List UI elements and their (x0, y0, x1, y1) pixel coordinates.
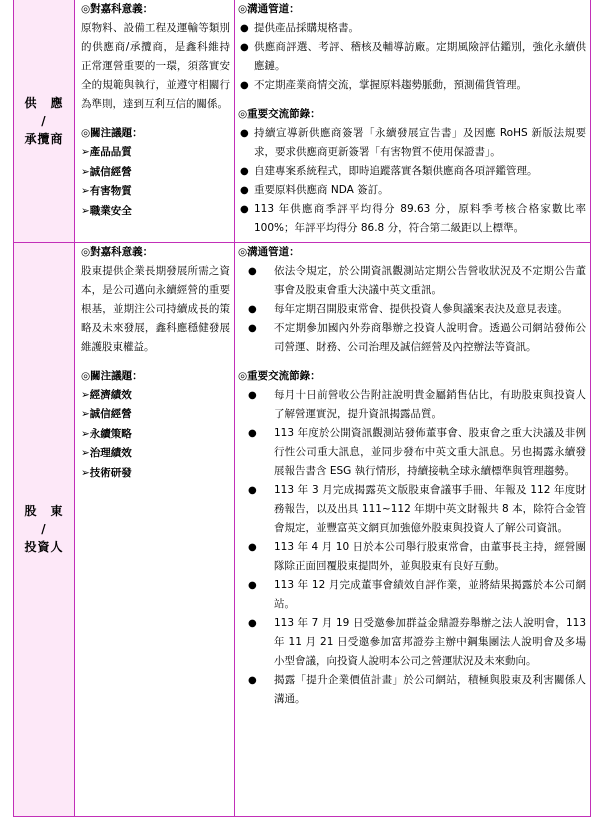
supplier-significance-cell (75, 0, 235, 242)
supplier-record-item (238, 162, 586, 181)
supplier-row (14, 0, 591, 242)
supplier-channel-item (238, 19, 586, 38)
supplier-channel-item (238, 38, 586, 76)
shareholder-row (14, 242, 591, 816)
supplier-channel-text: 供應商評選、考評、稽核及輔導訪廠。定期風險評估鑑別，強化永續供應鏈。 (254, 41, 586, 72)
supplier-channel-text: 不定期產業商情交流，掌握原料趨勢脈動，預測備貨管理。 (254, 79, 527, 91)
supplier-channels-list (238, 19, 586, 95)
shareholder-category-cell (14, 242, 75, 816)
shareholder-category-label (14, 502, 74, 556)
supplier-channels-heading: ◎溝通管道： (238, 3, 300, 15)
shareholder-channel-item (238, 300, 586, 319)
bullet-icon: ● (240, 128, 249, 139)
supplier-category-line-1: 供 應 (24, 95, 64, 110)
supplier-record-item (238, 200, 586, 238)
bullet-icon: ● (248, 322, 257, 334)
shareholder-records-heading: ◎重要交流節錄： (238, 369, 321, 382)
shareholder-record-item (238, 424, 586, 481)
bullet-icon: ● (240, 204, 249, 215)
shareholder-channel-item (238, 262, 586, 300)
shareholder-channel-text: 不定期參加國內外券商舉辦之投資人說明會。透過公司網站發佈公司營運、財務、公司治理及誠信經營及內控辦法等資訊。 (274, 321, 586, 353)
supplier-record-item (238, 181, 586, 200)
shareholder-record-item (238, 614, 586, 671)
shareholder-record-item (238, 538, 586, 576)
shareholder-record-text: 113 年度於公開資訊觀測站發佈董事會、股東會之重大決議及非例行性公司重大訊息，並同步發布中英文重大訊息。另也揭露永續發展報告書含 ESG 執行情形，持續接軌全球永續標準與管理趨勢。 (274, 426, 586, 477)
bullet-icon: ● (240, 185, 249, 196)
shareholder-channels-list (238, 262, 586, 357)
supplier-issue-item: ➢有害物質 (81, 185, 132, 197)
supplier-record-text: 重要原料供應商 NDA 簽訂。 (254, 184, 389, 196)
shareholder-significance-text: 股東提供企業長期發展所需之資本，是公司邁向永續經營的重要根基，並期注公司持續成長的策略及未來發展，鑫科應穩健發展維護股東權益。 (81, 264, 230, 353)
supplier-category-cell (14, 0, 75, 242)
shareholder-record-text: 113 年 4 月 10 日於本公司舉行股東常會，由董事長主持，經營團隊除正面回覆股東提問外，並與股東有良好互動。 (274, 540, 586, 572)
bullet-icon: ● (240, 80, 249, 91)
shareholder-category-line-3: 投資人 (24, 540, 64, 554)
supplier-category-line-3: 承攬商 (24, 131, 64, 146)
bullet-icon: ● (248, 265, 257, 277)
shareholder-issue-item: ➢技術研發 (81, 466, 132, 479)
bullet-icon: ● (248, 541, 257, 553)
shareholder-record-text: 每月十日前營收公告附註說明貴金屬銷售佔比，有助股東與投資人了解營運實況，提升資訊揭露品質。 (274, 388, 586, 420)
shareholder-channels-heading: ◎溝通管道： (238, 245, 300, 258)
supplier-record-item (238, 124, 586, 162)
shareholder-record-text: 113 年 3 月完成揭露英文版股東會議事手冊、年報及 112 年度財務報告，以及出具 111~112 年期中英文財報共 8 本，除符合金管會規定，並豐富英文網頁加強億外股東與投資人了解公司資訊。 (274, 483, 586, 534)
supplier-significance-text: 原物料、設備工程及運輸等類別的供應商/承攬商，是鑫科維持正常運營重要的一環，須落實安全的規範與執行，並遵守相關行為準則，達到互利互信的關係。 (81, 22, 230, 110)
supplier-significance-heading: ◎對嘉科意義： (81, 3, 154, 15)
shareholder-record-text: 113 年 12 月完成董事會績效自評作業，並將結果揭露於本公司網站。 (274, 578, 586, 610)
shareholder-issues-list (81, 386, 230, 484)
shareholder-channel-text: 依法令規定，於公開資訊觀測站定期公告營收狀況及不定期公告董事會及股東會重大決議中英文重訊。 (274, 264, 586, 296)
shareholder-record-text: 113 年 7 月 19 日受邀參加群益金鼎證券舉辦之法人說明會，113 年 11 月 21 日受邀參加富邦證券主辦中鋼集團法人說明會及多場小型會議，向投資人說明本公司之營運狀況及未來動向。 (274, 616, 586, 667)
supplier-channel-item (238, 76, 586, 95)
shareholder-issue-item: ➢永續策略 (81, 427, 132, 440)
shareholder-category-line-2: / (41, 522, 47, 536)
shareholder-record-item (238, 481, 586, 538)
supplier-record-text: 持續宣導新供應商簽署「永續發展宣告書」及因應 RoHS 新版法規要求，要求供應商更新簽署「有害物質不使用保證書」。 (254, 127, 586, 158)
shareholder-issue-item: ➢經濟績效 (81, 388, 132, 401)
shareholder-record-text: 揭露「提升企業價值計畫」於公司網站，積極與股東及利害關係人溝通。 (274, 673, 586, 705)
supplier-issues-heading: ◎關注議題： (81, 127, 143, 139)
shareholder-channel-item (238, 319, 586, 357)
bullet-icon: ● (248, 303, 257, 315)
shareholder-record-item (238, 386, 586, 424)
bullet-icon: ● (248, 427, 257, 439)
bullet-icon: ● (248, 674, 257, 686)
shareholder-significance-cell (75, 242, 235, 816)
bullet-icon: ● (248, 389, 257, 401)
supplier-records-heading: ◎重要交流節錄： (238, 108, 321, 120)
supplier-records-list (238, 124, 586, 238)
supplier-record-text: 113 年供應商季評平均得分 89.63 分，原料季考核合格家數比率 100%；年評平均得分 86.8 分，符合第二級距以上標準。 (254, 203, 586, 234)
bullet-icon: ● (240, 23, 249, 34)
shareholder-channels-cell (235, 242, 591, 816)
shareholder-issue-item: ➢治理績效 (81, 447, 132, 459)
shareholder-records-list (238, 386, 586, 709)
supplier-issues-list (81, 143, 230, 221)
stakeholder-table (13, 0, 591, 817)
supplier-category-label (14, 94, 74, 148)
shareholder-significance-heading: ◎對嘉科意義： (81, 245, 154, 258)
supplier-record-text: 自建專案系統程式，即時追蹤落實各類供應商各項評鑑管理。 (254, 165, 538, 177)
supplier-issue-item: ➢職業安全 (81, 204, 132, 217)
shareholder-issues-heading: ◎關注議題： (81, 369, 143, 382)
bullet-icon: ● (248, 617, 257, 629)
supplier-channels-cell (235, 0, 591, 242)
supplier-issue-item: ➢誠信經營 (81, 165, 132, 178)
bullet-icon: ● (248, 484, 257, 496)
shareholder-issue-item: ➢誠信經營 (81, 408, 132, 420)
supplier-issue-item: ➢產品品質 (81, 146, 132, 158)
bullet-icon: ● (248, 579, 257, 591)
shareholder-record-item (238, 671, 586, 709)
shareholder-channel-text: 每年定期召開股東常會、提供投資人參與議案表決及意見表達。 (274, 302, 568, 315)
supplier-category-line-2: / (41, 113, 47, 128)
supplier-channel-text: 提供產品採購規格書。 (254, 22, 359, 34)
shareholder-record-item (238, 576, 586, 614)
bullet-icon: ● (240, 42, 249, 53)
shareholder-category-line-1: 股 東 (24, 504, 64, 518)
bullet-icon: ● (240, 166, 249, 177)
